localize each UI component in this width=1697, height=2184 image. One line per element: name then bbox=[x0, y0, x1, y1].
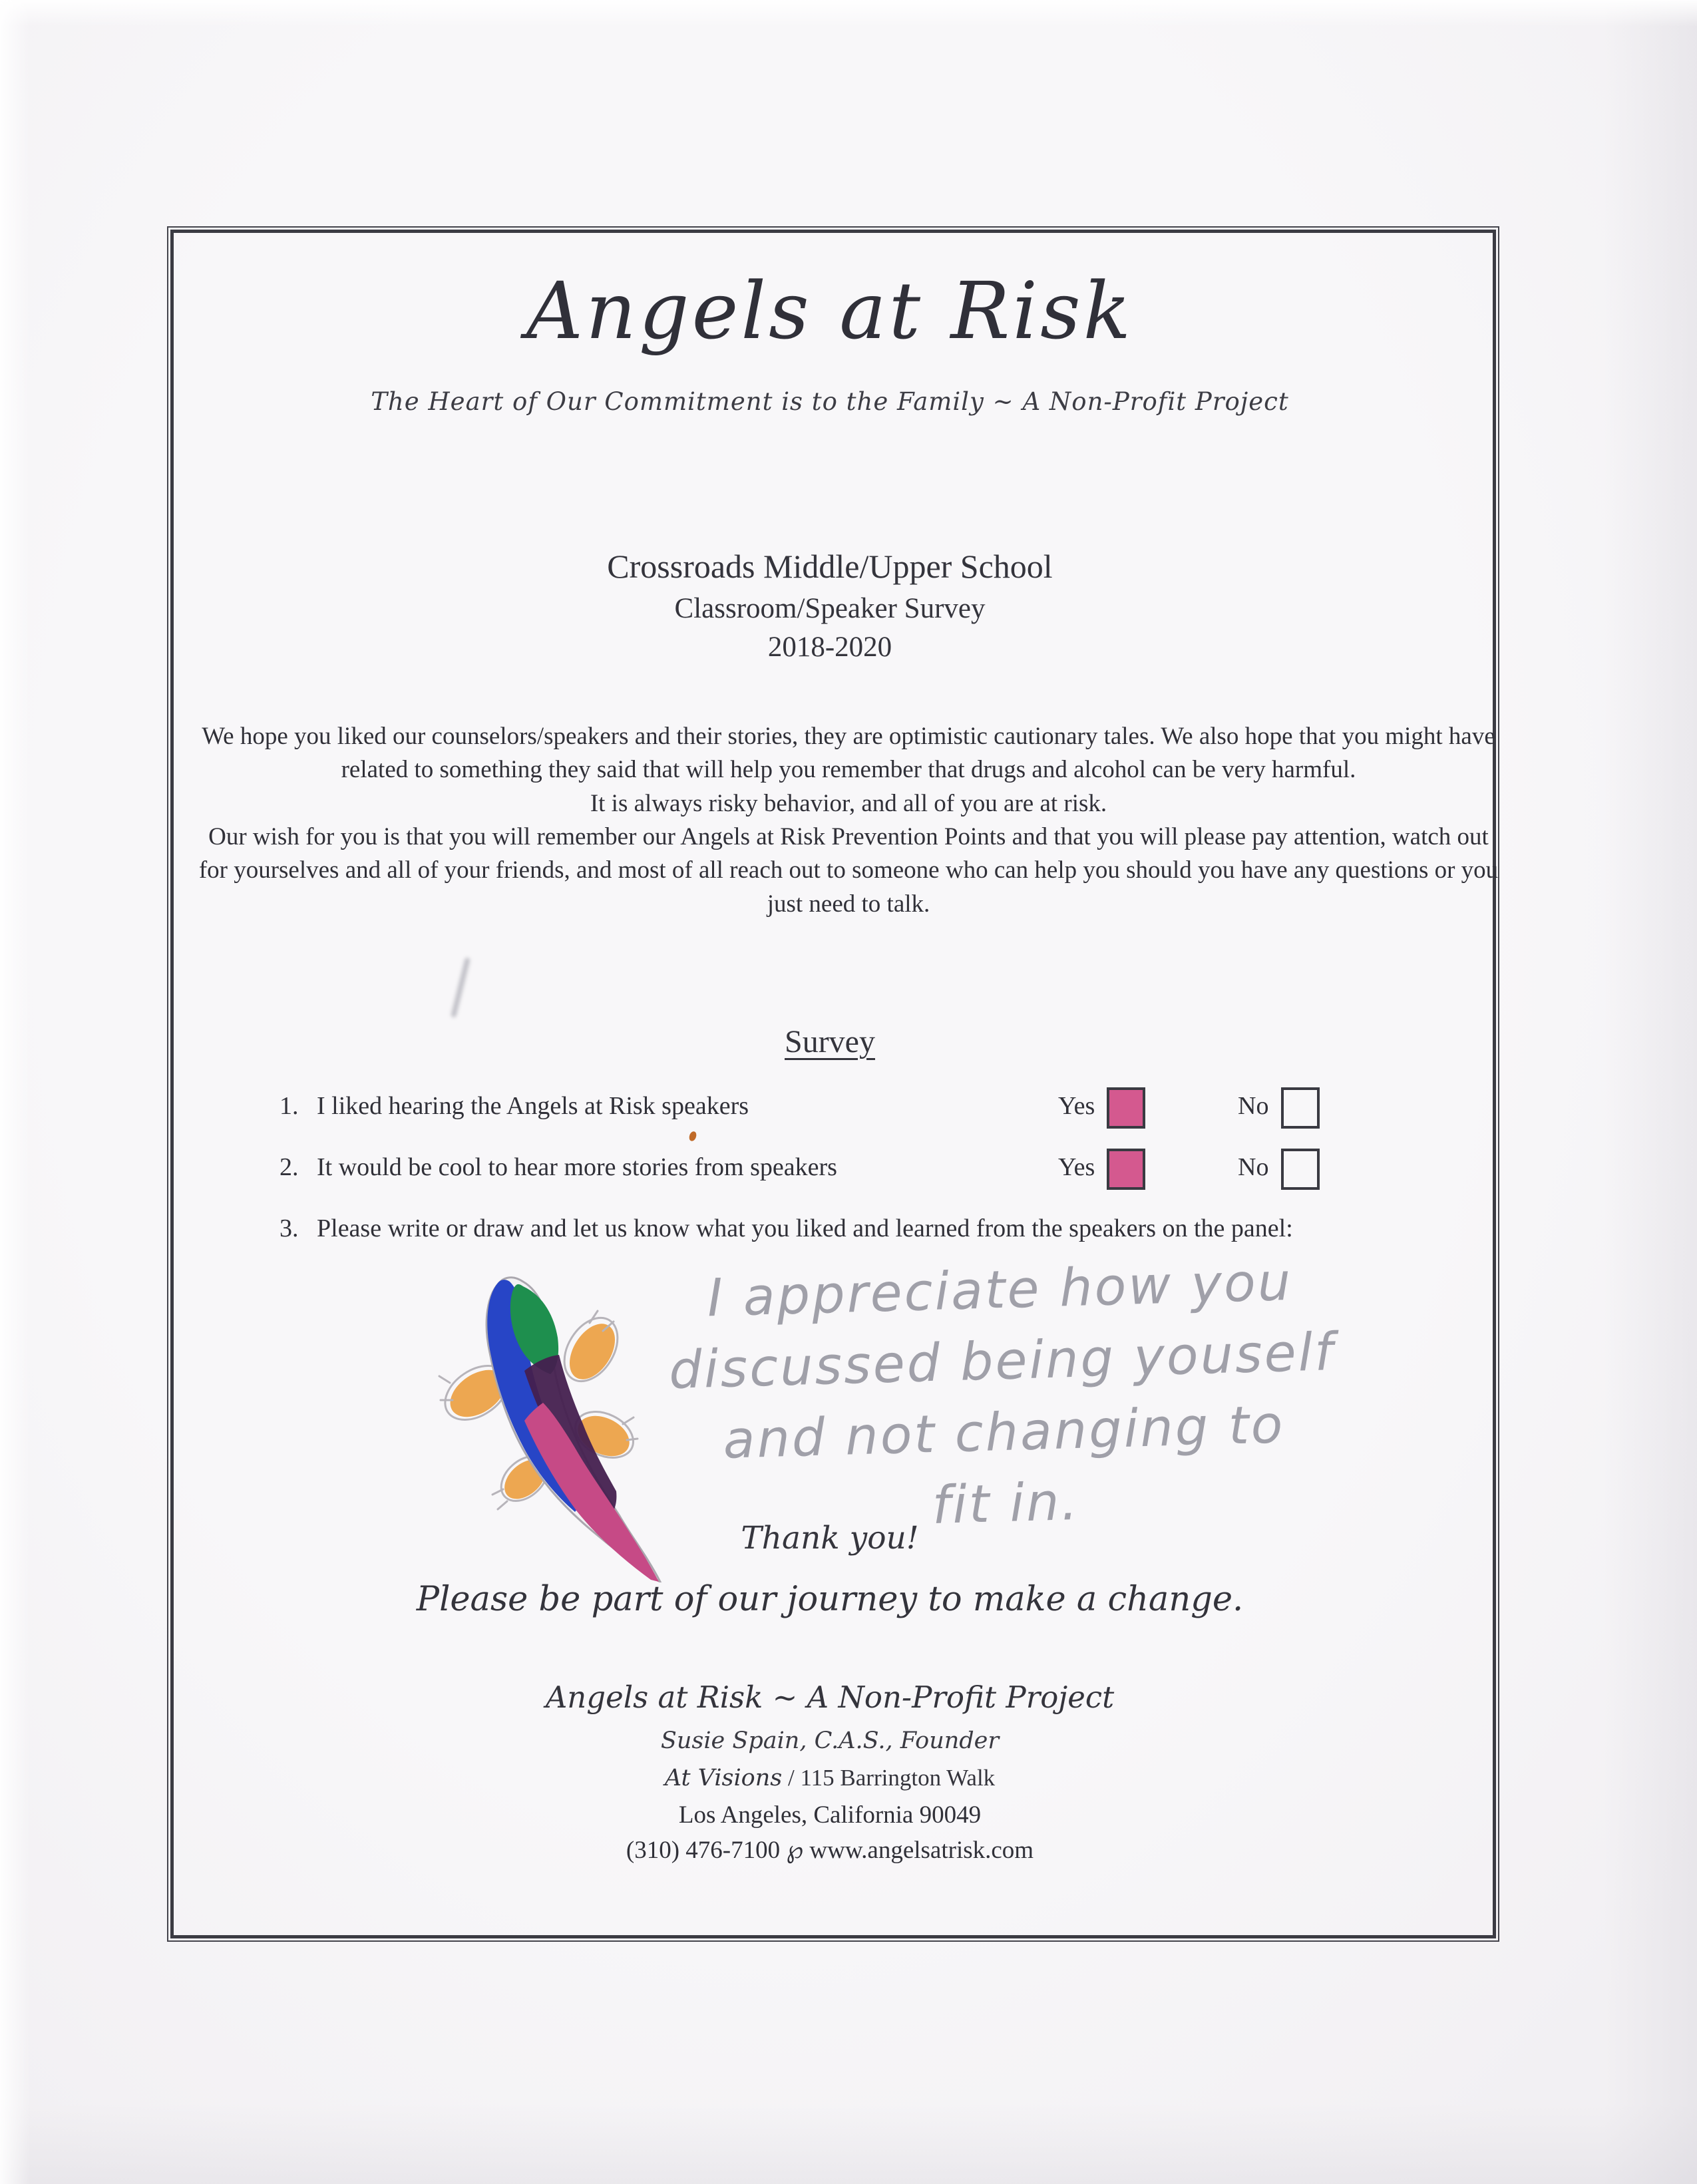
question-1-no-label: No bbox=[1238, 1092, 1269, 1120]
journey-text: Please be part of our journey to make a change. bbox=[416, 1580, 1244, 1619]
footer-address-script-part: At Visions bbox=[664, 1765, 783, 1791]
footer-address-rest: / 115 Barrington Walk bbox=[782, 1765, 996, 1791]
question-1-text: I liked hearing the Angels at Risk speakers bbox=[317, 1092, 749, 1120]
handwritten-line-2: discussed being youself bbox=[668, 1322, 1336, 1401]
question-3-number: 3. bbox=[280, 1214, 299, 1242]
survey-question-2 bbox=[280, 1153, 1477, 1194]
handwritten-line-1: I appreciate how you bbox=[706, 1252, 1294, 1329]
handwritten-line-4: fit in. bbox=[931, 1471, 1081, 1537]
question-3-text: Please write or draw and let us know what you liked and learned from the speakers on the panel: bbox=[317, 1214, 1293, 1242]
intro-paragraph-1: We hope you liked our counselors/speakers and their stories, they are optimistic cautionary tales. We also hope that you might have related to something they said that will help you remember that drugs and alcohol can be very harmful. bbox=[202, 723, 1495, 784]
question-1-no-checkbox[interactable] bbox=[1281, 1087, 1320, 1129]
footer-address-line2: Los Angeles, California 90049 bbox=[678, 1801, 982, 1829]
intro-paragraphs bbox=[192, 720, 1505, 921]
footer-address-line1 bbox=[170, 1765, 1489, 1791]
thank-you-text: Thank you! bbox=[741, 1520, 919, 1556]
question-2-yes-label: Yes bbox=[1058, 1153, 1095, 1181]
intro-paragraph-2: It is always risky behavior, and all of you are at risk. bbox=[590, 789, 1107, 817]
document-title-line3: 2018-2020 bbox=[767, 632, 892, 663]
pencil-smudge-artifact bbox=[451, 957, 471, 1017]
document-title-line1: Crossroads Middle/Upper School bbox=[607, 548, 1053, 585]
question-2-no-label: No bbox=[1238, 1153, 1269, 1181]
handwritten-line-3: and not changing to bbox=[722, 1395, 1286, 1471]
question-2-yes-checkbox[interactable] bbox=[1107, 1149, 1145, 1190]
question-1-number: 1. bbox=[280, 1092, 299, 1120]
question-2-text: It would be cool to hear more stories from speakers bbox=[317, 1153, 837, 1181]
footer-org-line: Angels at Risk ~ A Non-Profit Project bbox=[545, 1680, 1115, 1715]
intro-paragraph-3: Our wish for you is that you will remember our Angels at Risk Prevention Points and that you will please pay attention, watch out for yourselves and all of your friends, and most of all reach out to someone who can help you should you have any questions or you just need to talk. bbox=[198, 822, 1499, 918]
question-2-number: 2. bbox=[280, 1153, 299, 1181]
org-tagline: The Heart of Our Commitment is to the Family ~ A Non-Profit Project bbox=[371, 387, 1289, 416]
footer-contact-line: (310) 476-7100 ℘ www.angelsatrisk.com bbox=[626, 1837, 1034, 1864]
question-1-yes-checkbox[interactable] bbox=[1107, 1087, 1145, 1129]
question-1-yes-label: Yes bbox=[1058, 1092, 1095, 1120]
survey-question-1 bbox=[280, 1091, 1477, 1133]
org-title: Angels at Risk bbox=[526, 265, 1134, 357]
survey-heading: Survey bbox=[785, 1024, 875, 1059]
document-title-line2: Classroom/Speaker Survey bbox=[674, 593, 986, 624]
footer-founder-line: Susie Spain, C.A.S., Founder bbox=[660, 1728, 1000, 1754]
handwritten-answer bbox=[556, 1243, 1449, 1552]
question-2-no-checkbox[interactable] bbox=[1281, 1149, 1320, 1190]
